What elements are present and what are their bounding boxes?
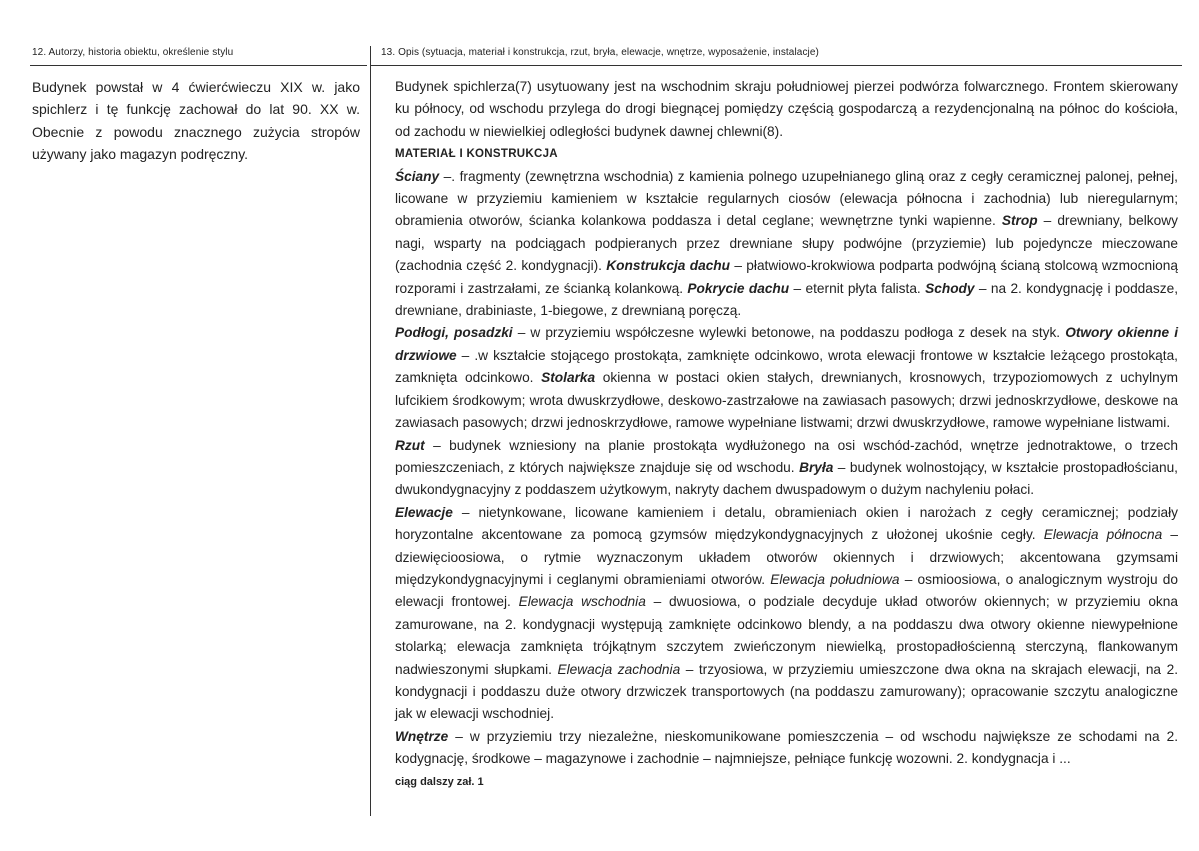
label-west-elevation: Elewacja zachodnia [557, 661, 681, 677]
text-roof-structure: – płatwiowo-krokwiowa podparta podwójną ścianą stolcową wzmocnioną rozporami i zastrzałami, ze ścianką kolankową. [395, 258, 1178, 296]
text-elevations: – nietynkowane, licowane kamieniem i detalu, obramieniach okien i narożach z cegły ceramicznej; podziały horyzontalne akcentowane za pomocą gzymsów międzykondygnacyjnych z ułożonej ukośnie cegły. [395, 504, 1178, 543]
text-stairs: – na 2. kondygnację i poddasze, drewniane, drabiniaste, 1-biegowe, z drewnianą poręczą. [395, 280, 1179, 319]
intro-paragraph: Budynek spichlerza(7) usytuowany jest na wschodnim skraju południowej pierzei podwórza folwarcznego. Frontem skierowany ku północy, od wschodu przylega do drogi biegnącej pomiędzy częścią gospodarczą a rezydencjonalną na północ do kościoła, od zachodu w niewielkiej odległości budynek dawnej chlewni(8). [395, 79, 1178, 139]
material-heading: MATERIAŁ I KONSTRUKCJA [395, 148, 558, 161]
label-floors: Podłogi, posadzki [395, 325, 513, 341]
paragraph-plan [395, 435, 1178, 502]
column-divider [370, 46, 371, 816]
text-joinery: okienna w postaci okien stałych, drewnianych, krosnowych, trzypoziomowych z uchylnym lufcikiem środkowym; wrota dwuskrzydłowe, deskowo-zastrzałowe na zawiasach pasowych; drzwi jednoskrzydłowe, deskowe na zawiasach pasowych; drzwi jednoskrzydłowe, ramowe wypełniane listwami; drzwi dwuskrzydłowe, ramowe wypełniane listwami. [395, 370, 1178, 431]
text-interior: – w przyziemiu trzy niezależne, nieskomunikowane pomieszczenia – od wschodu największe ze schodami na 2. kodygnację, środkowe – magazynowe i zachodnie – najmniejsze, pełniące funkcję wozowni. 2. kondygnacja i ... [395, 728, 1178, 767]
text-plan: – budynek wzniesiony na planie prostokąta wydłużonego na osi wschód-zachód, wnętrze jednotraktowe, o trzech pomieszczeniach, z których największe znajduje się od wschodu. [395, 437, 1178, 475]
section-13-header: 13. Opis (sytuacja, materiał i konstrukcja, rzut, bryła, elewacje, wnętrze, wyposażenie, instalacje) [381, 47, 819, 58]
text-ceiling: – drewniany, belkowy nagi, wsparty na podciągach podpieranych przez drewniane słupy podwójne (przyziemie) lub pojedyncze mieczowane (zachodnia część 2. kondygnacji). [395, 213, 1178, 274]
paragraph-walls [395, 166, 1178, 323]
label-north-elevation: Elewacja północna [1043, 527, 1163, 543]
label-south-elevation: Elewacja południowa [770, 571, 900, 587]
label-plan: Rzut [395, 437, 425, 453]
history-text: Budynek powstał w 4 ćwierćwieczu XIX w. jako spichlerz i tę funkcję zachował do lat 90. XX w. Obecnie z powodu znacznego zużycia stropów używany jako magazyn podręczny. [32, 79, 360, 163]
header-rule-left [30, 65, 367, 66]
text-openings: – .w kształcie stojącego prostokąta, zamknięte odcinkowo, wrota elewacji frontowe w kształcie leżącego prostokąta, zamknięta odcinkowo. [395, 347, 1178, 386]
label-stairs: Schody [925, 280, 975, 296]
label-openings: Otwory okienne i drzwiowe [395, 325, 1178, 363]
paragraph-interior [395, 726, 1178, 771]
description-text [395, 76, 1178, 793]
text-massing: – budynek wolnostojący, w kształcie prostopadłościanu, dwukondygnacyjny z poddaszem użytkowym, nakryty dachem dwuspadowym o dużym nachyleniu połaci. [395, 459, 1178, 498]
label-walls: Ściany [395, 168, 440, 184]
header-rule-right [370, 65, 1182, 66]
text-roofing: – eternit płyta falista. [789, 280, 926, 296]
label-ceiling: Strop [1001, 213, 1038, 229]
text-west-elevation: – trzyosiowa, w przyziemiu umieszczone dwa okna na skrajach elewacji, na 2. kondygnacji i poddaszu duże otwory drzwiczek transportowych (na poddaszu zamurowany); opracowanie szczytu analogiczne jak w elewacji wschodniej. [395, 661, 1178, 722]
text-east-elevation: – dwuosiowa, o podziale decyduje układ otworów okiennych; w przyziemiu okna zamurowane, na 2. kondygnacji występują zamknięte odcinkowo blendy, a na poddaszu dwa otwory okienne niewypełnione stolarką; elewacja zamknięta trójkątnym szczytem zwieńczonym niewielką, prostopadłościenną sterczyną, flankowanym nadwieszonymi słupkami. [395, 594, 1178, 677]
label-roof-structure: Konstrukcja dachu [606, 258, 731, 274]
label-interior: Wnętrze [395, 728, 449, 744]
label-roofing: Pokrycie dachu [687, 280, 790, 296]
label-elevations: Elewacje [395, 504, 453, 520]
label-east-elevation: Elewacja wschodnia [518, 594, 646, 610]
text-floors: – w przyziemiu współczesne wylewki betonowe, na poddaszu podłoga z desek na styk. [512, 325, 1066, 341]
text-north-elevation: – dziewięcioosiowa, o rytmie wyznaczonym układem otworów okiennych i drzwiowych; akcentowana gzymsami międzykondygnacyjnymi i ceglanymi obramieniami otworów. [395, 527, 1178, 587]
section-12-header: 12. Autorzy, historia obiektu, określenie stylu [32, 47, 234, 58]
label-joinery: Stolarka [541, 370, 596, 386]
label-massing: Bryła [799, 459, 834, 475]
paragraph-floors [395, 322, 1178, 434]
continued-note: ciąg dalszy zał. 1 [395, 775, 484, 788]
paragraph-elevations [395, 502, 1178, 726]
text-south-elevation: – osmioosiowa, o analogicznym wystroju do elewacji frontowej. [395, 571, 1178, 610]
text-walls: –. fragmenty (zewnętrzna wschodnia) z kamienia polnego uzupełnianego gliną oraz z cegły ceramicznej palonej, pełnej, licowane w przyziemiu kamieniem w kształcie regularnych ciosów (elewacja północna i zachodnia) lub nieregularnym; obramienia otworów, ścianka kolankowa poddasza i detal ceglane; wewnętrzne tynki wapienne. [395, 168, 1178, 229]
